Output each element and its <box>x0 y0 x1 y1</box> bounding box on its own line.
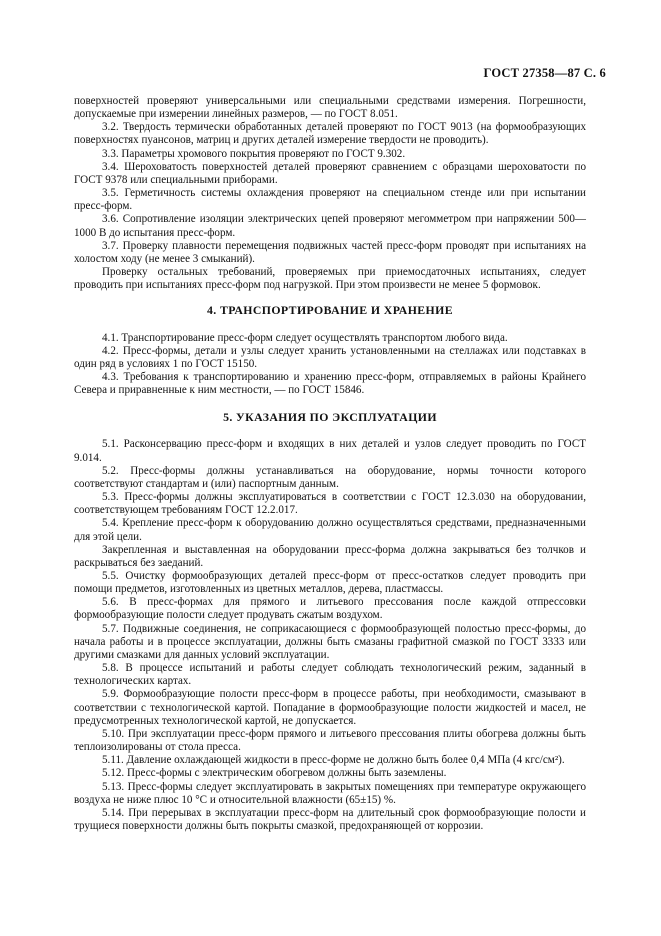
paragraph-4-1: 4.1. Транспортирование пресс-форм следует осуществлять транспортом любого вида. <box>102 331 508 344</box>
section-5-heading: 5. УКАЗАНИЯ ПО ЭКСПЛУАТАЦИИ <box>223 410 437 425</box>
paragraph-3-6: 3.6. Сопротивление изоляции электрических цепей проверяют мегомметром при напряжении 500—1000 В до испытания пресс-форм. <box>74 213 586 239</box>
paragraph-3-7: 3.7. Проверку плавности перемещения подвижных частей пресс-форм проводят при испытаниях на холостом ходу (не менее 3 смыканий). <box>74 239 586 265</box>
paragraph-5-5: 5.5. Очистку формообразующих деталей пресс-форм от пресс-остатков следует проводить при помощи предметов, изготовленных из цветных металлов, дерева, пластмассы. <box>74 570 586 596</box>
paragraph-5-7: 5.7. Подвижные соединения, не соприкасающиеся с формообразующей полостью пресс-формы, до начала работы и в процессе эксплуатации, должны быть смазаны графитной смазкой по ГОСТ 3333 или другими смазками для данных условий эксплуатации. <box>74 622 586 661</box>
paragraph-5-11: 5.11. Давление охлаждающей жидкости в пресс-форме не должно быть более 0,4 МПа (4 кгс/см²). <box>102 754 565 767</box>
paragraph-5-3: 5.3. Пресс-формы должны эксплуатироваться в соответствии с ГОСТ 12.3.030 на оборудовании, соответствующем требованиям ГОСТ 12.2.017. <box>74 491 586 517</box>
paragraph-3-3: 3.3. Параметры хромового покрытия проверяют по ГОСТ 9.302. <box>102 147 406 160</box>
section-4-heading: 4. ТРАНСПОРТИРОВАНИЕ И ХРАНЕНИЕ <box>207 303 453 318</box>
paragraph-4-2: 4.2. Пресс-формы, детали и узлы следует хранить установленными на стеллажах или подставках в один ряд в условиях 1 по ГОСТ 15150. <box>74 344 586 370</box>
paragraph-5-12: 5.12. Пресс-формы с электрическим обогревом должны быть заземлены. <box>102 767 447 780</box>
paragraph-3-5: 3.5. Герметичность системы охлаждения проверяют на специальном стенде или при испытании пресс-форм. <box>74 187 586 213</box>
paragraph-3-7-note: Проверку остальных требований, проверяемых при приемосдаточных испытаниях, следует проводить при испытаниях пресс-форм под нагрузкой. При этом произвести не менее 5 формовок. <box>74 266 586 292</box>
paragraph-5-10: 5.10. При эксплуатации пресс-форм прямого и литьевого прессования плиты обогрева должны быть теплоизолированы от стола пресса. <box>74 727 586 754</box>
paragraph: поверхностей проверяют универсальными или специальными средствами измерения. Погрешности, допускаемые при измерении линейных размеров, — по ГОСТ 8.051. <box>74 95 586 121</box>
paragraph-3-2: 3.2. Твердость термически обработанных деталей проверяют по ГОСТ 9013 (на формообразующих поверхностях пуансонов, матриц и других деталей измерение твердости не проводить). <box>74 121 586 147</box>
paragraph-5-4-note: Закрепленная и выставленная на оборудовании пресс-форма должна закрываться без толчков и раскрываться без заеданий. <box>74 543 586 569</box>
page-header: ГОСТ 27358—87 С. 6 <box>483 66 606 80</box>
paragraph-5-2: 5.2. Пресс-формы должны устанавливаться на оборудование, нормы точности которого соответствуют стандартам и (или) паспортным данным. <box>74 464 586 490</box>
paragraph-5-6: 5.6. В пресс-формах для прямого и литьевого прессования после каждой отпрессовки формообразующие полости следует продувать сжатым воздухом. <box>74 596 586 622</box>
paragraph-5-13: 5.13. Пресс-формы следует эксплуатировать в закрытых помещениях при температуре окружающего воздуха не ниже плюс 10 °С и относительной влажности (65±15) %. <box>74 780 586 806</box>
page-content <box>74 95 586 833</box>
paragraph-5-14: 5.14. При перерывах в эксплуатации пресс-форм на длительный срок формообразующие полости и трущиеся поверхности должны быть покрыты смазкой, предохраняющей от коррозии. <box>74 806 586 832</box>
paragraph-4-3: 4.3. Требования к транспортированию и хранению пресс-форм, отправляемых в районы Крайнего Севера и приравненные к ним местности, — по ГОСТ 15846. <box>74 370 586 397</box>
paragraph-5-4: 5.4. Крепление пресс-форм к оборудованию должно осуществляться средствами, предназначенными для этой цели. <box>74 517 586 543</box>
paragraph-5-9: 5.9. Формообразующие полости пресс-форм в процессе работы, при необходимости, смазывают в соответствии с технологической картой. Попадание в формообразующие полости жидкостей и масел, не предусмотренных технологической картой, не допускается. <box>74 688 586 727</box>
paragraph-5-8: 5.8. В процессе испытаний и работы следует соблюдать технологический режим, заданный в технологических картах. <box>74 662 586 688</box>
paragraph-3-4: 3.4. Шероховатость поверхностей деталей проверяют сравнением с образцами шероховатости по ГОСТ 9378 или специальными приборами. <box>74 160 586 186</box>
paragraph-5-1: 5.1. Расконсервацию пресс-форм и входящих в них деталей и узлов следует проводить по ГОСТ 9.014. <box>74 438 586 464</box>
